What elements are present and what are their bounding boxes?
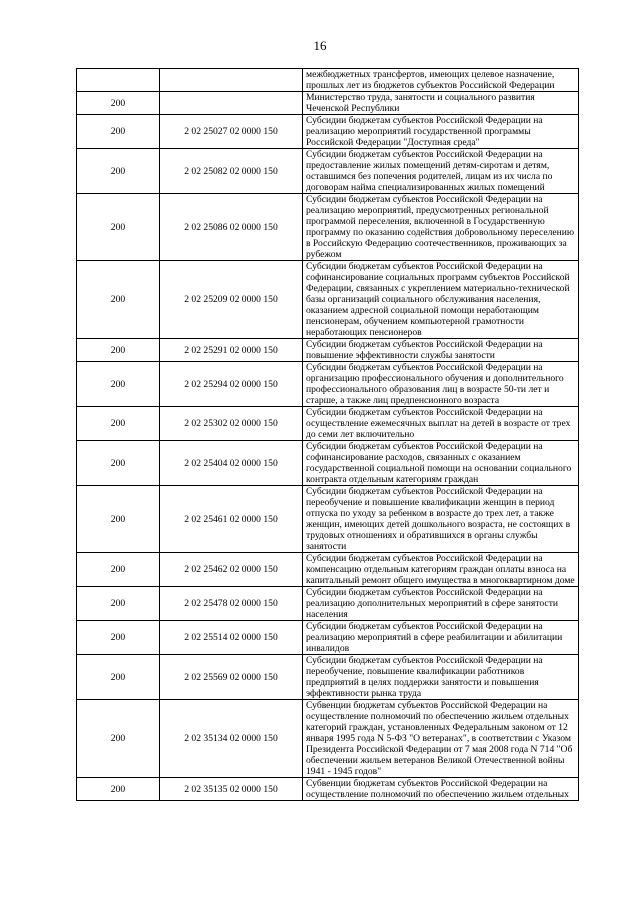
budget-code-cell: 2 02 25514 02 0000 150 — [160, 621, 303, 655]
budget-code-cell: 2 02 25291 02 0000 150 — [160, 339, 303, 362]
description-cell: Субсидии бюджетам субъектов Российской Федерации на осуществление ежемесячных выплат на детей в возрасте от трех до семи лет включительно — [303, 407, 579, 441]
admin-code-cell: 200 — [77, 553, 160, 587]
admin-code-cell: 200 — [77, 621, 160, 655]
admin-code-cell — [77, 69, 160, 92]
description-cell: Субвенции бюджетам субъектов Российской Федерации на осуществление полномочий по обеспечению жильем отдельных — [303, 778, 579, 801]
admin-code-cell: 200 — [77, 486, 160, 553]
admin-code-cell: 200 — [77, 92, 160, 115]
budget-table — [76, 68, 579, 801]
description-cell: Субвенции бюджетам субъектов Российской Федерации на осуществление полномочий по обеспечению жильем отдельных категорий граждан, установленных Федеральным законом от 12 января 1995 года N 5-ФЗ "О ветеранах", в соответствии с Указом Президента Российской Федерации от 7 мая 2008 года N 714 "Об обеспечении жильем ветеранов Великой Отечественной войны 1941 - 1945 годов" — [303, 700, 579, 778]
budget-code-cell: 2 02 35135 02 0000 150 — [160, 778, 303, 801]
budget-code-cell — [160, 69, 303, 92]
description-cell: Субсидии бюджетам субъектов Российской Федерации на переобучение и повышение квалификации женщин в период отпуска по уходу за ребенком в возрасте до трех лет, а также женщин, имеющих детей дошкольного возраста, не состоящих в трудовых отношениях и обратившихся в органы службы занятости — [303, 486, 579, 553]
description-cell: Субсидии бюджетам субъектов Российской Федерации на реализацию мероприятий государственной программы Российской Федерации "Доступная среда" — [303, 115, 579, 149]
description-cell: Субсидии бюджетам субъектов Российской Федерации на компенсацию отдельным категориям граждан оплаты взноса на капитальный ремонт общего имущества в многоквартирном доме — [303, 553, 579, 587]
admin-code-cell: 200 — [77, 655, 160, 700]
table-row — [77, 655, 579, 700]
budget-code-cell: 2 02 25209 02 0000 150 — [160, 261, 303, 339]
admin-code-cell: 200 — [77, 407, 160, 441]
description-cell: Субсидии бюджетам субъектов Российской Федерации на реализацию мероприятий в сфере реабилитации и абилитации инвалидов — [303, 621, 579, 655]
description-cell: Субсидии бюджетам субъектов Российской Федерации на реализацию дополнительных мероприятий в сфере занятости населения — [303, 587, 579, 621]
description-cell: Субсидии бюджетам субъектов Российской Федерации на софинансирование расходов, связанных с оказанием государственной социальной помощи на основании социального контракта отдельным категориям граждан — [303, 441, 579, 486]
table-row — [77, 553, 579, 587]
table-row — [77, 194, 579, 261]
budget-code-cell: 2 02 25478 02 0000 150 — [160, 587, 303, 621]
admin-code-cell: 200 — [77, 149, 160, 194]
table-row — [77, 407, 579, 441]
budget-code-cell: 2 02 25404 02 0000 150 — [160, 441, 303, 486]
table-row — [77, 486, 579, 553]
table-row — [77, 441, 579, 486]
table-row — [77, 700, 579, 778]
admin-code-cell: 200 — [77, 194, 160, 261]
admin-code-cell: 200 — [77, 339, 160, 362]
budget-code-cell: 2 02 25294 02 0000 150 — [160, 362, 303, 407]
description-cell: Субсидии бюджетам субъектов Российской Федерации на повышение эффективности службы занятости — [303, 339, 579, 362]
table-row — [77, 362, 579, 407]
description-cell: Субсидии бюджетам субъектов Российской Федерации на софинансирование социальных программ субъектов Российской Федерации, связанных с укреплением материально-технической базы организаций социального обслуживания населения, оказанием адресной социальной помощи неработающим пенсионерам, обучением компьютерной грамотности неработающих пенсионеров — [303, 261, 579, 339]
budget-code-cell: 2 02 25569 02 0000 150 — [160, 655, 303, 700]
budget-code-cell: 2 02 25302 02 0000 150 — [160, 407, 303, 441]
table-row — [77, 92, 579, 115]
budget-code-cell: 2 02 25086 02 0000 150 — [160, 194, 303, 261]
admin-code-cell: 200 — [77, 441, 160, 486]
description-cell: Министерство труда, занятости и социального развития Чеченской Республики — [303, 92, 579, 115]
budget-code-cell: 2 02 25027 02 0000 150 — [160, 115, 303, 149]
admin-code-cell: 200 — [77, 778, 160, 801]
description-cell: межбюджетных трансфертов, имеющих целевое назначение, прошлых лет из бюджетов субъектов Российской Федерации — [303, 69, 579, 92]
admin-code-cell: 200 — [77, 261, 160, 339]
description-cell: Субсидии бюджетам субъектов Российской Федерации на переобучение, повышение квалификации работников предприятий в целях поддержки занятости и повышения эффективности рынка труда — [303, 655, 579, 700]
table-row — [77, 115, 579, 149]
table-row — [77, 69, 579, 92]
table-row — [77, 587, 579, 621]
description-cell: Субсидии бюджетам субъектов Российской Федерации на реализацию мероприятий, предусмотренных региональной программой переселения, включенной в Государственную программу по оказанию содействия добровольному переселению в Российскую Федерацию соотечественников, проживающих за рубежом — [303, 194, 579, 261]
description-cell: Субсидии бюджетам субъектов Российской Федерации на предоставление жилых помещений детям-сиротам и детям, оставшимся без попечения родителей, лицам из их числа по договорам найма специализированных жилых помещений — [303, 149, 579, 194]
budget-code-cell — [160, 92, 303, 115]
table-row — [77, 621, 579, 655]
budget-code-cell: 2 02 25082 02 0000 150 — [160, 149, 303, 194]
admin-code-cell: 200 — [77, 587, 160, 621]
table-row — [77, 339, 579, 362]
table-row — [77, 261, 579, 339]
budget-code-cell: 2 02 25462 02 0000 150 — [160, 553, 303, 587]
table-row — [77, 149, 579, 194]
admin-code-cell: 200 — [77, 115, 160, 149]
page-number: 16 — [313, 38, 327, 53]
table-row — [77, 778, 579, 801]
admin-code-cell: 200 — [77, 362, 160, 407]
budget-code-cell: 2 02 25461 02 0000 150 — [160, 486, 303, 553]
budget-code-cell: 2 02 35134 02 0000 150 — [160, 700, 303, 778]
admin-code-cell: 200 — [77, 700, 160, 778]
description-cell: Субсидии бюджетам субъектов Российской Федерации на организацию профессионального обучения и дополнительного профессионального образования лиц в возрасте 50-ти лет и старше, а также лиц предпенсионного возраста — [303, 362, 579, 407]
